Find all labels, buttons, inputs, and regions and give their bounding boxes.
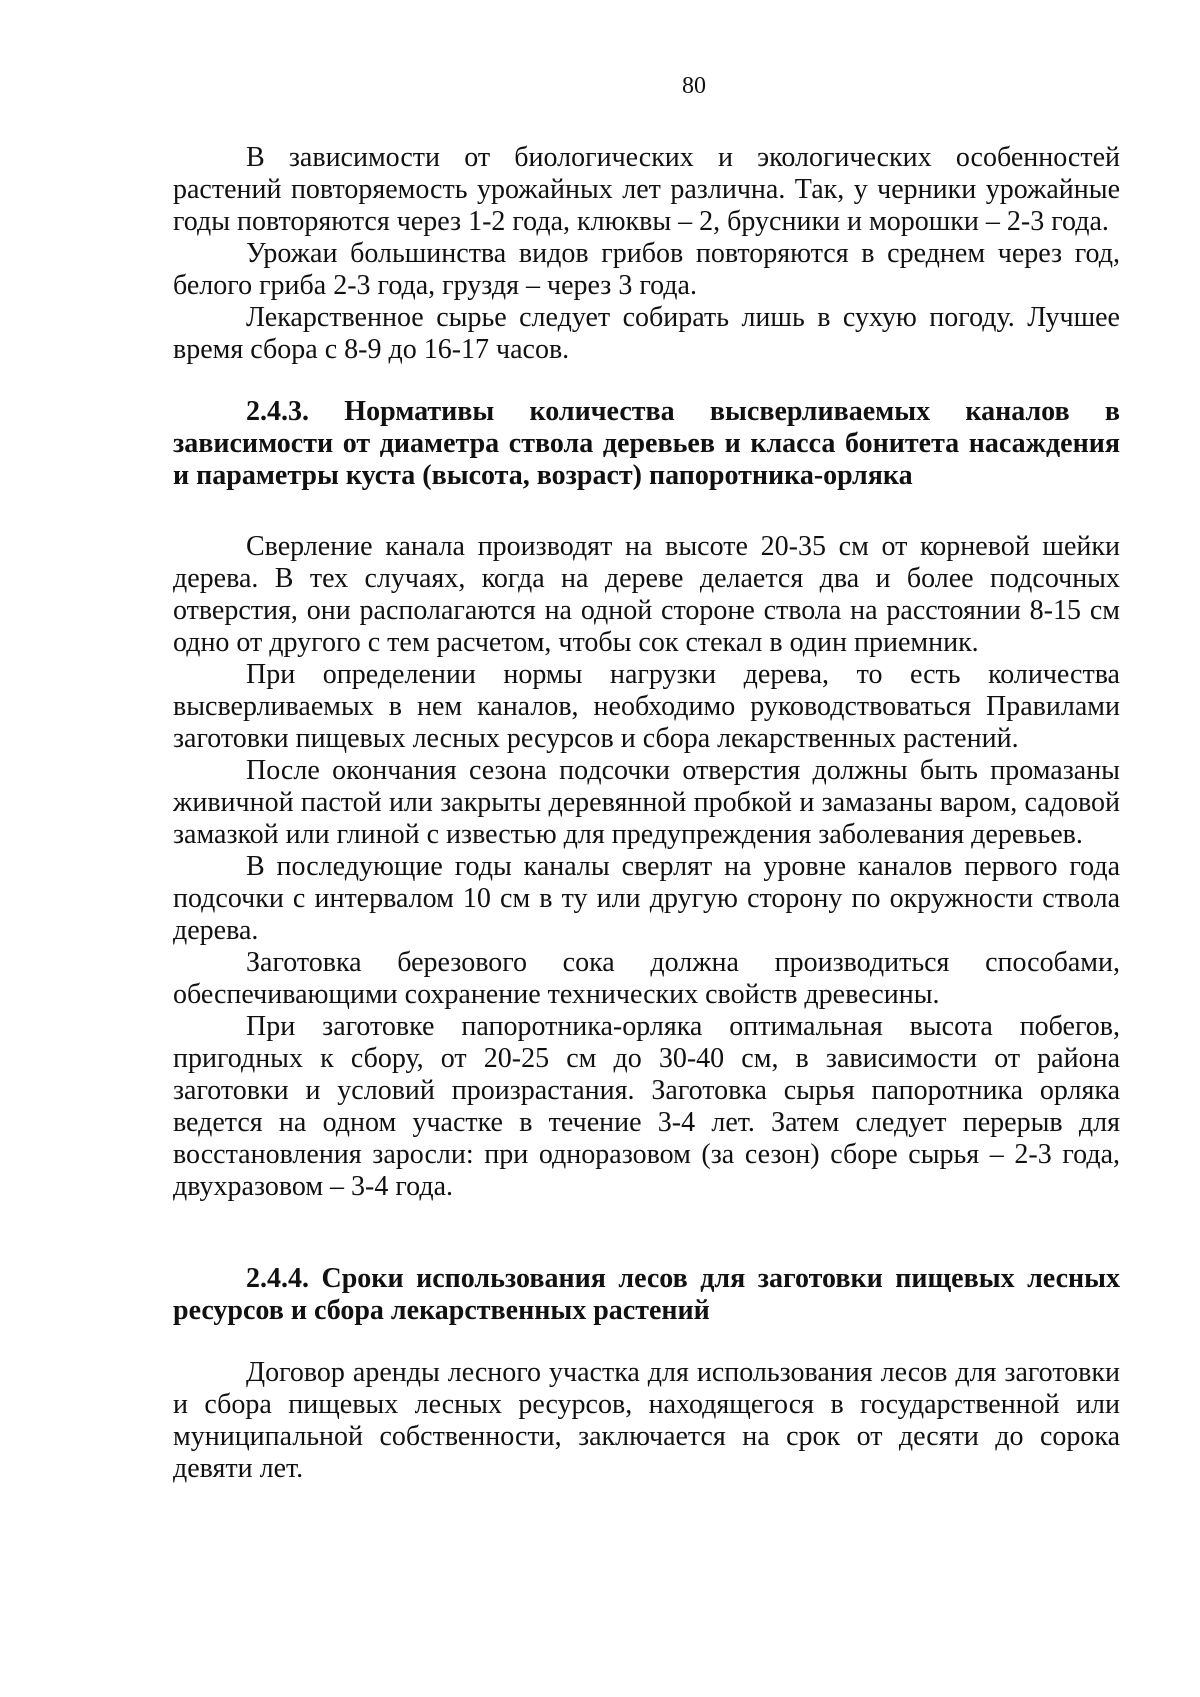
paragraph: Договор аренды лесного участка для использования лесов для заготовки и сбора пищевых лесных ресурсов, находящегося в государственной или муниципальной собственности, заключается на срок от десяти до сорока девяти лет.: [173, 1357, 1120, 1484]
paragraph: Лекарственное сырье следует собирать лишь в сухую погоду. Лучшее время сбора с 8-9 до 16-17 часов.: [173, 302, 1120, 365]
paragraph: В зависимости от биологических и экологических особенностей растений повторяемость урожайных лет различна. Так, у черники урожайные годы повторяются через 1-2 года, клюквы – 2, брусники и морошки – 2-3 года.: [173, 142, 1120, 237]
paragraph: После окончания сезона подсочки отверстия должны быть промазаны живичной пастой или закрыты деревянной пробкой и замазаны варом, садовой замазкой или глиной с известью для предупреждения заболевания деревьев.: [173, 755, 1120, 850]
paragraph: Урожаи большинства видов грибов повторяются в среднем через год, белого гриба 2-3 года, груздя – через 3 года.: [173, 238, 1120, 301]
paragraph: При заготовке папоротника-орляка оптимальная высота побегов, пригодных к сбору, от 20-25 см до 30-40 см, в зависимости от района заготовки и условий произрастания. Заготовка сырья папоротника орляка ведется на одном участке в течение 3-4 лет. Затем следует перерыв для восстановления заросли: при одноразовом (за сезон) сборе сырья – 2-3 года, двухразовом – 3-4 года.: [173, 1011, 1120, 1202]
section-heading-2-4-3: 2.4.3. Нормативы количества высверливаемых каналов в зависимости от диаметра ствола деревьев и класса бонитета насаждения и параметры куста (высота, возраст) папоротника-орляка: [173, 396, 1120, 491]
paragraph: В последующие годы каналы сверлят на уровне каналов первого года подсочки с интервалом 10 см в ту или другую сторону по окружности ствола дерева.: [173, 851, 1120, 946]
paragraph: Сверление канала производят на высоте 20-35 см от корневой шейки дерева. В тех случаях, когда на дереве делается два и более подсочных отверстия, они располагаются на одной стороне ствола на расстоянии 8-15 см одно от другого с тем расчетом, чтобы сок стекал в один приемник.: [173, 531, 1120, 658]
section-heading-2-4-4: 2.4.4. Сроки использования лесов для заготовки пищевых лесных ресурсов и сбора лекарственных растений: [173, 1263, 1120, 1326]
paragraph: Заготовка березового сока должна производиться способами, обеспечивающими сохранение технических свойств древесины.: [173, 947, 1120, 1010]
page-number: 80: [682, 73, 706, 99]
paragraph: При определении нормы нагрузки дерева, то есть количества высверливаемых в нем каналов, необходимо руководствоваться Правилами заготовки пищевых лесных ресурсов и сбора лекарственных растений.: [173, 659, 1120, 754]
